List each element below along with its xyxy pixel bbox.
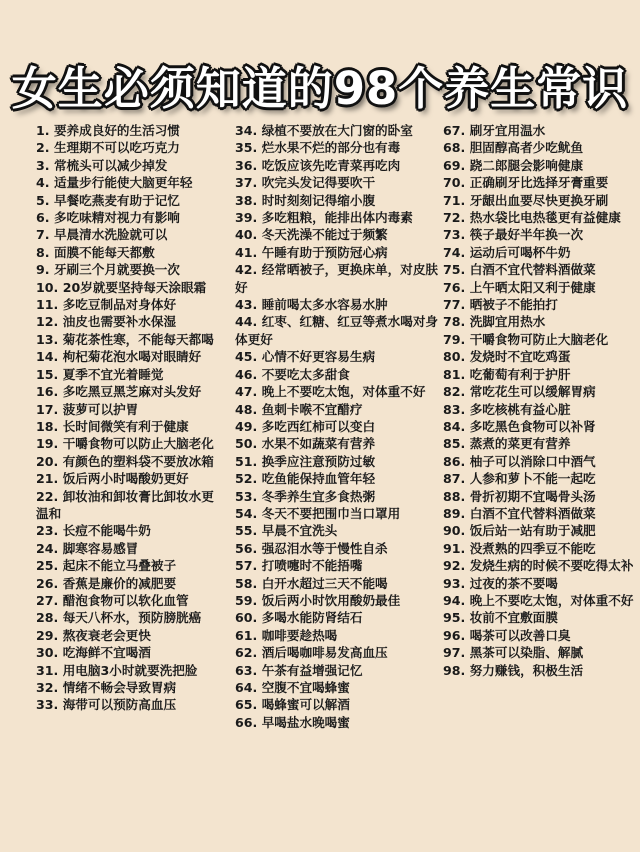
tip-item [235, 383, 445, 400]
tip-text: 生理期不可以吃巧克力 [53, 140, 180, 156]
tip-text: 水果不如蔬菜有营养 [261, 436, 376, 452]
tip-number: 72. [443, 210, 466, 226]
tip-text: 不要吃太多甜食 [261, 366, 350, 382]
tip-item [36, 644, 226, 661]
tip-text: 晚上不要吃太饱，对体重不好 [469, 592, 634, 608]
tip-item [36, 174, 226, 191]
tip-number: 90. [443, 523, 466, 539]
tip-number: 59. [235, 592, 258, 608]
tip-number: 31. [36, 662, 59, 678]
tip-item [36, 557, 226, 574]
tip-item [235, 540, 445, 557]
tip-text: 冬天不要把围巾当口罩用 [261, 505, 401, 521]
tip-item [36, 435, 226, 452]
tip-text: 海带可以预防高血压 [62, 697, 177, 713]
tip-number: 65. [235, 697, 258, 713]
tip-text: 热水袋比电热毯更有益健康 [469, 210, 621, 226]
tip-text: 喝蜂蜜可以解酒 [261, 697, 350, 713]
tip-item [235, 644, 445, 661]
tip-number: 77. [443, 297, 466, 313]
tip-text: 长痘不能喝牛奶 [62, 523, 151, 539]
tip-number: 28. [36, 610, 59, 626]
tip-item [235, 592, 445, 609]
tip-text: 柚子可以消除口中酒气 [469, 453, 596, 469]
tip-text: 牙刷三个月就要换一次 [53, 262, 180, 278]
tip-number: 38. [235, 192, 258, 208]
tip-number: 71. [443, 192, 466, 208]
tip-text: 心情不好更容易生病 [261, 349, 376, 365]
tip-item [443, 209, 640, 226]
tip-number: 66. [235, 714, 258, 730]
tip-item [36, 453, 226, 470]
tip-item [36, 331, 226, 348]
tip-text: 用电脑3小时就要洗把脸 [62, 662, 198, 678]
tip-text: 枸杞菊花泡水喝对眼睛好 [62, 349, 202, 365]
tip-number: 52. [235, 471, 258, 487]
tip-item [36, 470, 226, 487]
tip-number: 70. [443, 175, 466, 191]
tip-text: 饭后站一站有助于减肥 [469, 523, 596, 539]
tip-item [36, 592, 226, 609]
tip-text: 吃葡萄有利于护肝 [469, 366, 571, 382]
tip-number: 46. [235, 366, 258, 382]
tip-number: 96. [443, 627, 466, 643]
tip-text: 白酒不宜代替料酒做菜 [469, 505, 596, 521]
tips-column-3 [443, 122, 640, 679]
tip-number: 34. [235, 123, 258, 138]
tip-number: 35. [235, 140, 258, 156]
tip-item [235, 261, 445, 296]
tip-number: 95. [443, 610, 466, 626]
tip-text: 晚上不要吃太饱，对体重不好 [261, 384, 426, 400]
tip-item [235, 575, 445, 592]
tip-text: 妆前不宜敷面膜 [469, 610, 558, 626]
tip-number: 78. [443, 314, 466, 330]
tip-number: 5. [36, 192, 50, 208]
tip-item [235, 174, 445, 191]
tip-item [443, 366, 640, 383]
tip-item [443, 557, 640, 574]
tip-text: 努力赚钱，积极生活 [469, 662, 584, 678]
tip-number: 58. [235, 575, 258, 591]
tip-number: 81. [443, 366, 466, 382]
tip-text: 筷子最好半年换一次 [469, 227, 584, 243]
tip-number: 55. [235, 523, 258, 539]
tip-item [36, 279, 226, 296]
tip-item [235, 226, 445, 243]
tip-item [443, 418, 640, 435]
tip-item [36, 313, 226, 330]
tip-text: 醋泡食物可以软化血管 [62, 592, 189, 608]
tip-text: 洗脚宜用热水 [469, 314, 546, 330]
tip-item [235, 209, 445, 226]
tip-item [443, 296, 640, 313]
tip-text: 香蕉是廉价的减肥要 [62, 575, 177, 591]
tip-number: 40. [235, 227, 258, 243]
tip-number: 80. [443, 349, 466, 365]
tip-text: 酒后喝咖啡易发高血压 [261, 645, 388, 661]
tip-item [443, 157, 640, 174]
tip-item [443, 122, 640, 139]
tip-text: 人参和萝卜不能一起吃 [469, 471, 596, 487]
tip-text: 早喝盐水晚喝蜜 [261, 714, 350, 730]
tip-text: 卸妆油和卸妆膏比卸妆水更温和 [36, 488, 214, 521]
tip-text: 熬夜衰老会更快 [62, 627, 151, 643]
tip-item [443, 401, 640, 418]
tip-text: 多吃核桃有益心脏 [469, 401, 571, 417]
tip-item [36, 122, 226, 139]
tip-item [36, 627, 226, 644]
tip-number: 15. [36, 366, 59, 382]
tip-number: 63. [235, 662, 258, 678]
tip-number: 4. [36, 175, 50, 191]
tip-item [235, 696, 445, 713]
tip-number: 83. [443, 401, 466, 417]
tip-text: 强忍泪水等于慢性自杀 [261, 540, 388, 556]
tip-text: 多吃味精对视力有影响 [53, 210, 180, 226]
tip-item [36, 696, 226, 713]
tip-item [36, 418, 226, 435]
tip-text: 吃鱼能保持血管年轻 [261, 471, 376, 487]
tip-item [443, 609, 640, 626]
tip-item [443, 435, 640, 452]
tip-item [36, 540, 226, 557]
tip-text: 菠萝可以护胃 [62, 401, 139, 417]
tip-number: 41. [235, 244, 258, 260]
tip-item [235, 488, 445, 505]
tip-number: 12. [36, 314, 59, 330]
tip-text: 面膜不能每天都敷 [53, 244, 155, 260]
tip-item [235, 470, 445, 487]
tip-item [443, 261, 640, 278]
tip-item [443, 488, 640, 505]
tip-text: 油皮也需要补水保湿 [62, 314, 177, 330]
tip-item [235, 192, 445, 209]
tip-item [235, 122, 445, 139]
tip-item [443, 575, 640, 592]
tip-text: 饭后两小时饮用酸奶最佳 [261, 592, 401, 608]
tip-item [36, 662, 226, 679]
tip-text: 早晨清水洗脸就可以 [53, 227, 168, 243]
tip-number: 1. [36, 123, 50, 138]
tip-text: 牙龈出血要尽快更换牙刷 [469, 192, 609, 208]
tip-text: 多吃粗粮，能排出体内毒素 [261, 210, 413, 226]
tip-text: 吃海鲜不宜喝酒 [62, 645, 151, 661]
tip-number: 33. [36, 697, 59, 713]
tip-number: 3. [36, 157, 50, 173]
tip-number: 13. [36, 331, 59, 347]
tip-number: 79. [443, 331, 466, 347]
tip-number: 45. [235, 349, 258, 365]
tip-number: 82. [443, 384, 466, 400]
tip-number: 50. [235, 436, 258, 452]
tip-item [36, 244, 226, 261]
tip-text: 晒被子不能拍打 [469, 297, 558, 313]
tip-item [235, 505, 445, 522]
tip-text: 跷二郎腿会影响健康 [469, 157, 584, 173]
tip-text: 白开水超过三天不能喝 [261, 575, 388, 591]
tip-number: 93. [443, 575, 466, 591]
tip-item [443, 331, 640, 348]
tip-number: 8. [36, 244, 50, 260]
tip-item [36, 261, 226, 278]
tip-item [36, 139, 226, 156]
tip-number: 98. [443, 662, 466, 678]
tip-text: 午茶有益增强记忆 [261, 662, 363, 678]
tip-text: 多吃黑色食物可以补肾 [469, 418, 596, 434]
tip-number: 75. [443, 262, 466, 278]
tip-text: 发烧生病的时候不要吃得太补 [469, 558, 634, 574]
tip-number: 84. [443, 418, 466, 434]
tip-number: 53. [235, 488, 258, 504]
tip-number: 36. [235, 157, 258, 173]
tip-item [36, 383, 226, 400]
tip-number: 7. [36, 227, 50, 243]
tip-text: 冬天洗澡不能过于频繁 [261, 227, 388, 243]
tip-item [235, 679, 445, 696]
tip-item [443, 470, 640, 487]
tip-number: 73. [443, 227, 466, 243]
tip-number: 74. [443, 244, 466, 260]
tip-text: 鱼刺卡喉不宜醋疗 [261, 401, 363, 417]
tip-text: 骨折初期不宜喝骨头汤 [469, 488, 596, 504]
tip-text: 过夜的茶不要喝 [469, 575, 558, 591]
tip-number: 9. [36, 262, 50, 278]
tip-number: 26. [36, 575, 59, 591]
tip-text: 常吃花生可以缓解胃病 [469, 384, 596, 400]
tip-item [443, 313, 640, 330]
tip-text: 多吃西红柿可以变白 [261, 418, 376, 434]
tip-item [36, 679, 226, 696]
tip-item [36, 226, 226, 243]
tip-item [443, 522, 640, 539]
tip-item [36, 522, 226, 539]
tip-text: 早餐吃燕麦有助于记忆 [53, 192, 180, 208]
tip-item [36, 366, 226, 383]
tip-number: 32. [36, 680, 59, 695]
tip-item [235, 522, 445, 539]
tip-text: 多喝水能防肾结石 [261, 610, 363, 626]
tip-number: 89. [443, 505, 466, 521]
tip-number: 29. [36, 627, 59, 643]
tips-list [36, 122, 640, 842]
tip-text: 冬季养生宜多食热粥 [261, 488, 376, 504]
tip-text: 时时刻刻记得缩小腹 [261, 192, 376, 208]
tip-number: 18. [36, 418, 59, 434]
tip-number: 39. [235, 210, 258, 226]
tip-text: 蒸煮的菜更有营养 [469, 436, 571, 452]
tip-item [235, 453, 445, 470]
tip-number: 42. [235, 262, 258, 278]
tip-text: 饭后两小时喝酸奶更好 [62, 471, 189, 487]
tip-number: 14. [36, 349, 59, 365]
tip-number: 67. [443, 123, 466, 138]
tip-item [443, 139, 640, 156]
tip-text: 长时间微笑有利于健康 [62, 418, 189, 434]
tip-text: 干嚼食物可以防止大脑老化 [62, 436, 214, 452]
tip-number: 44. [235, 314, 258, 330]
tip-item [36, 296, 226, 313]
tip-text: 睡前喝太多水容易水肿 [261, 297, 388, 313]
tip-text: 红枣、红糖、红豆等煮水喝对身体更好 [235, 314, 439, 347]
tip-text: 早晨不宜洗头 [261, 523, 338, 539]
tip-item [36, 488, 226, 523]
tip-item [443, 592, 640, 609]
tip-number: 22. [36, 488, 59, 504]
tip-item [235, 157, 445, 174]
tip-text: 起床不能立马叠被子 [62, 558, 177, 574]
tip-number: 61. [235, 627, 258, 643]
tip-text: 多吃黑豆黑芝麻对头发好 [62, 384, 202, 400]
tip-number: 6. [36, 210, 50, 226]
tip-text: 菊花茶性寒，不能每天都喝 [62, 331, 214, 347]
tip-number: 51. [235, 453, 258, 469]
tip-text: 脚寒容易感冒 [62, 540, 139, 556]
tip-number: 48. [235, 401, 258, 417]
tip-item [36, 209, 226, 226]
tip-text: 20岁就要坚持每天涂眼霜 [62, 279, 207, 295]
tip-text: 要养成良好的生活习惯 [53, 123, 180, 138]
tip-text: 干嚼食物可防止大脑老化 [469, 331, 609, 347]
tip-text: 多吃豆制品对身体好 [62, 297, 177, 313]
tip-text: 刷牙宜用温水 [469, 123, 546, 138]
tip-item [443, 348, 640, 365]
tip-text: 运动后可喝杯牛奶 [469, 244, 571, 260]
tip-item [235, 609, 445, 626]
tip-item [443, 627, 640, 644]
tip-number: 2. [36, 140, 50, 156]
tip-item [235, 244, 445, 261]
tip-number: 62. [235, 645, 258, 661]
tip-number: 97. [443, 645, 466, 661]
tip-number: 37. [235, 175, 258, 191]
tip-text: 空腹不宜喝蜂蜜 [261, 680, 350, 695]
tip-number: 91. [443, 540, 466, 556]
tip-text: 常梳头可以减少掉发 [53, 157, 168, 173]
tip-number: 88. [443, 488, 466, 504]
tip-item [443, 192, 640, 209]
tip-number: 87. [443, 471, 466, 487]
tip-number: 86. [443, 453, 466, 469]
tip-item [235, 418, 445, 435]
tip-text: 夏季不宜光着睡觉 [62, 366, 164, 382]
tip-item [36, 192, 226, 209]
tip-item [443, 174, 640, 191]
tip-number: 56. [235, 540, 258, 556]
tip-item [36, 401, 226, 418]
tip-text: 咖啡要趁热喝 [261, 627, 338, 643]
tip-text: 适量步行能使大脑更年轻 [53, 175, 193, 191]
tip-item [443, 279, 640, 296]
tip-number: 49. [235, 418, 258, 434]
tip-item [235, 435, 445, 452]
tip-text: 正确刷牙比选择牙膏重要 [469, 175, 609, 191]
tip-number: 19. [36, 436, 59, 452]
tip-number: 76. [443, 279, 466, 295]
tip-item [443, 505, 640, 522]
tip-item [235, 139, 445, 156]
tip-item [36, 157, 226, 174]
tip-number: 16. [36, 384, 59, 400]
tip-item [235, 627, 445, 644]
tip-text: 发烧时不宜吃鸡蛋 [469, 349, 571, 365]
tip-number: 43. [235, 297, 258, 313]
tip-number: 20. [36, 453, 59, 469]
tip-item [443, 226, 640, 243]
tip-number: 10. [36, 279, 59, 295]
tip-number: 11. [36, 297, 59, 313]
tip-item [443, 662, 640, 679]
tip-item [235, 366, 445, 383]
tip-text: 没煮熟的四季豆不能吃 [469, 540, 596, 556]
tip-number: 57. [235, 558, 258, 574]
tips-column-1 [36, 122, 226, 714]
tip-item [235, 662, 445, 679]
tip-number: 64. [235, 680, 258, 695]
tip-number: 47. [235, 384, 258, 400]
tip-text: 胆固醇高者少吃鱿鱼 [469, 140, 584, 156]
tip-number: 69. [443, 157, 466, 173]
tip-text: 情绪不畅会导致胃病 [62, 680, 177, 695]
tip-number: 17. [36, 401, 59, 417]
tip-item [36, 609, 226, 626]
tip-text: 午睡有助于预防冠心病 [261, 244, 388, 260]
tip-item [36, 575, 226, 592]
tip-number: 23. [36, 523, 59, 539]
tip-item [36, 348, 226, 365]
tip-item [443, 383, 640, 400]
tip-item [443, 453, 640, 470]
tip-number: 85. [443, 436, 466, 452]
tip-item [235, 313, 445, 348]
tip-text: 白酒不宜代替料酒做菜 [469, 262, 596, 278]
tip-item [235, 348, 445, 365]
tip-text: 每天八杯水，预防膀胱癌 [62, 610, 202, 626]
tip-number: 25. [36, 558, 59, 574]
tip-text: 吹完头发记得要吹干 [261, 175, 376, 191]
tip-item [443, 644, 640, 661]
tip-item [443, 540, 640, 557]
tip-text: 喝茶可以改善口臭 [469, 627, 571, 643]
tip-text: 打喷嚏时不能捂嘴 [261, 558, 363, 574]
tip-number: 94. [443, 592, 466, 608]
tip-text: 吃饭应该先吃青菜再吃肉 [261, 157, 401, 173]
tip-number: 21. [36, 471, 59, 487]
tip-number: 27. [36, 592, 59, 608]
tip-number: 60. [235, 610, 258, 626]
tips-column-2 [235, 122, 445, 731]
tip-text: 绿植不要放在大门窗的卧室 [261, 123, 413, 138]
tip-item [443, 244, 640, 261]
tip-item [235, 401, 445, 418]
tip-item [235, 557, 445, 574]
tip-text: 上午晒太阳又利于健康 [469, 279, 596, 295]
tip-number: 92. [443, 558, 466, 574]
tip-text: 黑茶可以染脂、解腻 [469, 645, 584, 661]
page-title: 女生必须知道的98个养生常识 [11, 62, 629, 115]
tip-text: 有颜色的塑料袋不要放冰箱 [62, 453, 214, 469]
tip-number: 68. [443, 140, 466, 156]
tip-number: 24. [36, 540, 59, 556]
tip-text: 烂水果不烂的部分也有毒 [261, 140, 401, 156]
tip-item [235, 296, 445, 313]
tip-text: 经常晒被子，更换床单，对皮肤好 [235, 262, 439, 295]
tip-number: 54. [235, 505, 258, 521]
tip-text: 换季应注意预防过敏 [261, 453, 376, 469]
tip-number: 30. [36, 645, 59, 661]
tip-item [235, 714, 445, 731]
